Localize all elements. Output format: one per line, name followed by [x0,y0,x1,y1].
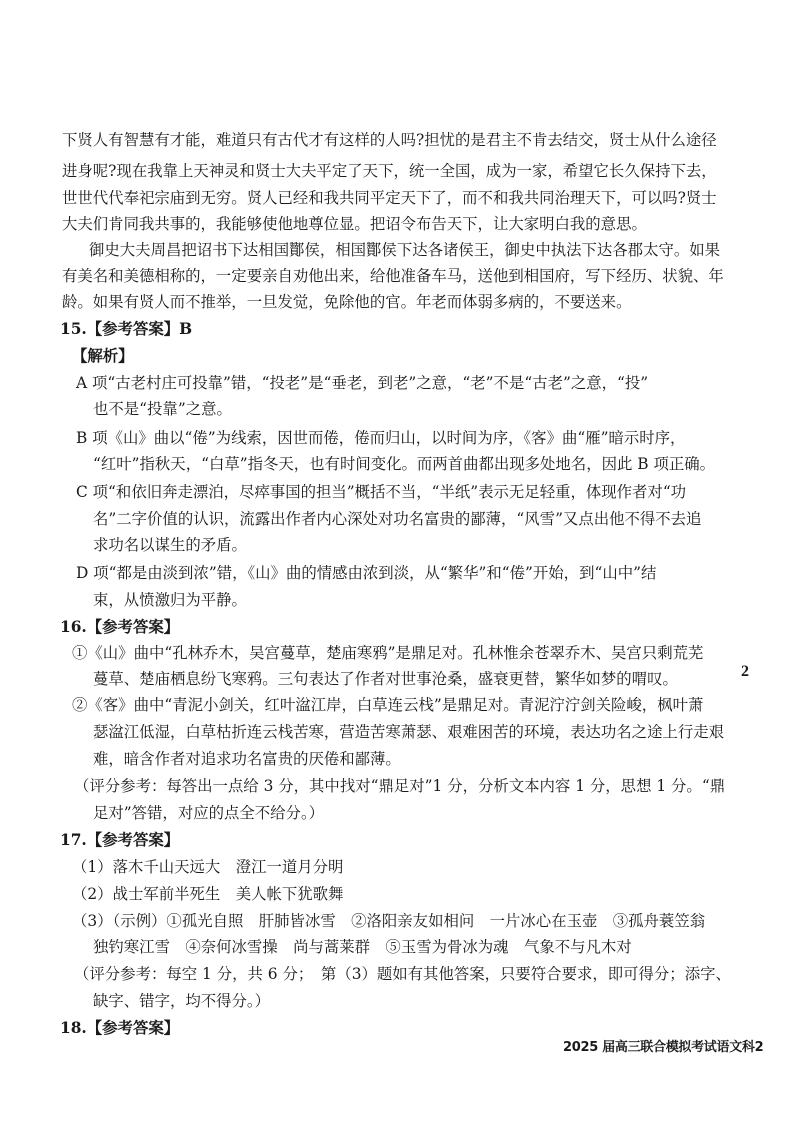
q17-line-5: （评分参考：每空 1 分，共 6 分； 第（3）题如有其他答案，只要符合要求，即可得分；添字、 [74,965,731,983]
page-number: 2 [741,663,749,680]
q15-line-4: “红叶”指秋天，“白草”指冬天，也有时间变化。而两首曲都出现多处地名，因此 B 项正确。 [93,455,716,473]
q16-line-7: 足对”答错，对应的点全不给分。） [93,804,325,822]
q15-line-7: 求功名以谋生的矛盾。 [93,536,247,554]
q16-line-2: 蔓草、楚庙栖息纷飞寒鸦。三句表达了作者对世事沧桑，盛衰更替，繁华如梦的喟叹。 [93,670,678,688]
q16-line-5: 难，暗含作者对追求功名富贵的厌倦和鄙薄。 [93,750,401,768]
q17-line-1: （1）落木千山天远大 澄江一道月分明 [72,858,344,876]
translation-line-1: 下贤人有智慧有才能，难道只有古代才有这样的人吗?担忧的是君主不肯去结交，贤士从什么途径 [62,131,717,149]
q15-line-9: 束，从愤激归为平静。 [93,591,247,609]
q17-line-4: 独钓寒江雪 ④奈何冰雪操 尚与蒿莱群 ⑤玉雪为骨冰为魂 气象不与凡木对 [93,938,632,956]
q16-heading: 16.【参考答案】 [60,618,180,636]
q17-heading: 17.【参考答案】 [60,831,180,849]
q15-line-1: A 项“古老村庄可投靠”错，“投老”是“垂老，到老”之意，“老”不是“古老”之意，“投” [76,374,649,392]
q15-line-3: B 项《山》曲以“倦”为线索，因世而倦，倦而归山，以时间为序，《客》曲“雁”暗示时序， [76,429,686,447]
q15-analysis-label: 【解析】 [72,347,134,365]
q16-line-1: ①《山》曲中“孔林乔木，吴宫蔓草，楚庙寒鸦”是鼎足对。孔林惟余苍翠乔木、吴宫只剩荒芜 [72,644,704,662]
q15-line-6: 名”二字价值的认识，流露出作者内心深处对功名富贵的鄙薄，“风雪”又点出他不得不去追 [93,510,702,528]
q16-line-6: （评分参考：每答出一点给 3 分，其中找对“鼎足对”1 分，分析文本内容 1 分，思想 1 分。“鼎 [74,777,726,795]
translation-line-4: 大夫们肯同我共事的，我能够使他地尊位显。把诏令布告天下，让大家明白我的意思。 [62,215,647,233]
q15-line-5: C 项“和依旧奔走漂泊，尽瘁事国的担当”概括不当，“半纸”表示无足轻重，体现作者对“功 [76,483,687,501]
q15-heading: 15.【参考答案】B [60,320,193,338]
translation-line-6: 有美名和美德相称的，一定要亲自劝他出来，给他准备车马，送他到相国府，写下经历、状貌、年 [62,267,724,285]
q16-line-4: 瑟湓江低湿，白草枯折连云栈苦寒，营造苦寒萧瑟、艰难困苦的环境，表达功名之途上行走艰 [93,723,725,741]
translation-line-7: 龄。如果有贤人而不推举，一旦发觉，免除他的官。年老而体弱多病的，不要送来。 [62,293,632,311]
translation-line-3: 世世代代奉祀宗庙到无穷。贤人已经和我共同平定天下了，而不和我共同治理天下，可以吗?贤士 [62,189,717,207]
translation-line-2: 进身呢?现在我靠上天神灵和贤士大夫平定了天下，统一全国，成为一家，希望它长久保持下去， [62,162,717,180]
translation-line-5: 御史大夫周昌把诏书下达相国酇侯，相国酇侯下达各诸侯王，御史中执法下达各郡太守。如果 [89,241,721,259]
footer-exam-title: 2025 届高三联合模拟考试语文科2 [563,1040,764,1055]
q16-line-3: ②《客》曲中“青泥小剑关，红叶湓江岸，白草连云栈”是鼎足对。青泥泞泞剑关险峻，枫叶萧 [72,696,704,714]
q15-line-2: 也不是“投靠”之意。 [93,400,232,418]
q17-line-2: （2）战士军前半死生 美人帐下犹歌舞 [72,885,344,903]
q17-line-3: （3）（示例）①孤光自照 肝肺皆冰雪 ②洛阳亲友如相问 一片冰心在玉壶 ③孤舟蓑笠翁 [72,912,706,930]
q15-line-8: D 项“都是由淡到浓”错，《山》曲的情感由浓到淡，从“繁华”和“倦”开始，到“山中”结 [76,564,657,582]
q17-line-6: 缺字、错字，均不得分。） [93,992,270,1010]
q18-heading: 18.【参考答案】 [60,1019,180,1037]
